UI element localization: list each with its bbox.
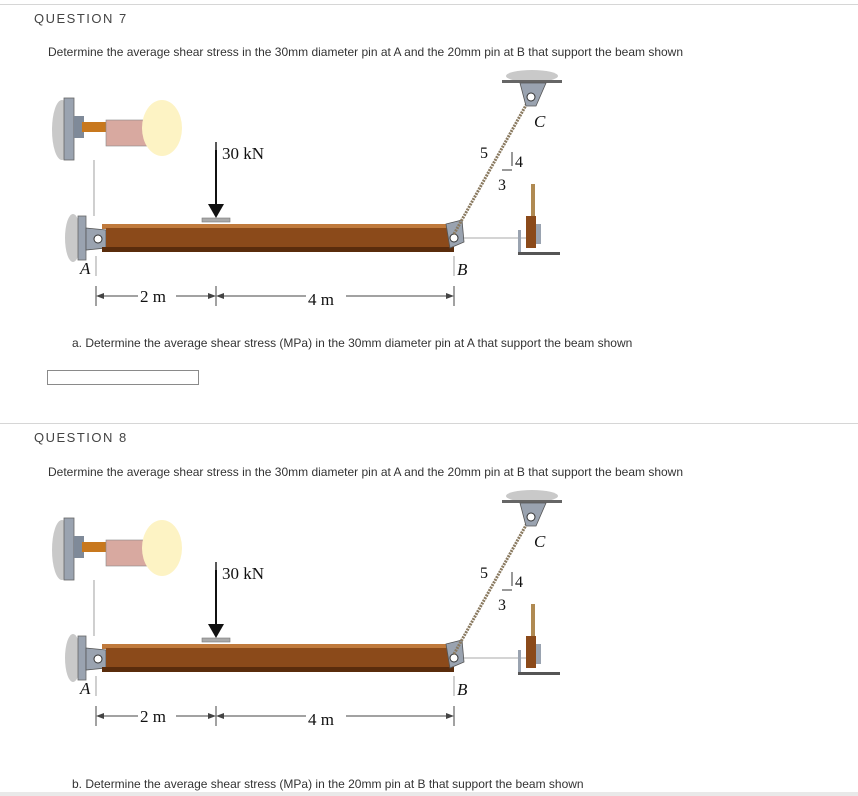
question-7-beam-figure [40,66,580,316]
upper-wall-support [52,98,182,160]
question-7-top-divider [0,4,858,5]
upper-wall-support [52,518,182,580]
load-label: 30 kN [222,564,265,583]
slope-3: 3 [498,597,506,614]
right-support [464,604,560,675]
question-8-top-divider [0,423,858,424]
label-a: A [80,259,91,278]
pin-c-support [502,490,562,526]
dim-left-label: 2 m [140,287,166,306]
question-7-title: QUESTION 7 [34,11,128,26]
slope-triangle [502,572,512,590]
question-8-subquestion: b. Determine the average shear stress (MPa) in the 20mm pin at B that support the beam shown [72,777,584,791]
beam [102,224,454,252]
slope-triangle [502,152,512,170]
pin-a-support [65,214,106,262]
dim-right-label: 4 m [308,710,334,729]
dim-left-label: 2 m [140,707,166,726]
label-b: B [457,260,468,279]
question-7-prompt: Determine the average shear stress in the 30mm diameter pin at A and the 20mm pin at B that support the beam shown [48,45,684,59]
slope-4: 4 [515,154,523,171]
slope-3: 3 [498,177,506,194]
slope-5: 5 [480,565,488,582]
slope-5: 5 [480,145,488,162]
label-c: C [534,532,546,551]
question-8-title: QUESTION 8 [34,430,128,445]
label-a: A [80,679,91,698]
page-bottom-edge [0,792,858,796]
question-7-answer-input[interactable] [47,370,199,385]
pin-c-support [502,70,562,106]
load-label: 30 kN [222,144,265,163]
right-support [464,184,560,255]
pin-a-support [65,634,106,682]
question-7-subquestion: a. Determine the average shear stress (MPa) in the 30mm diameter pin at A that support the beam shown [72,336,633,350]
label-b: B [457,680,468,699]
dim-right-label: 4 m [308,290,334,309]
slope-4: 4 [515,574,523,591]
question-8-beam-figure [40,486,580,736]
question-8-prompt: Determine the average shear stress in the 30mm diameter pin at A and the 20mm pin at B that support the beam shown [48,465,684,479]
label-c: C [534,112,546,131]
beam [102,644,454,672]
